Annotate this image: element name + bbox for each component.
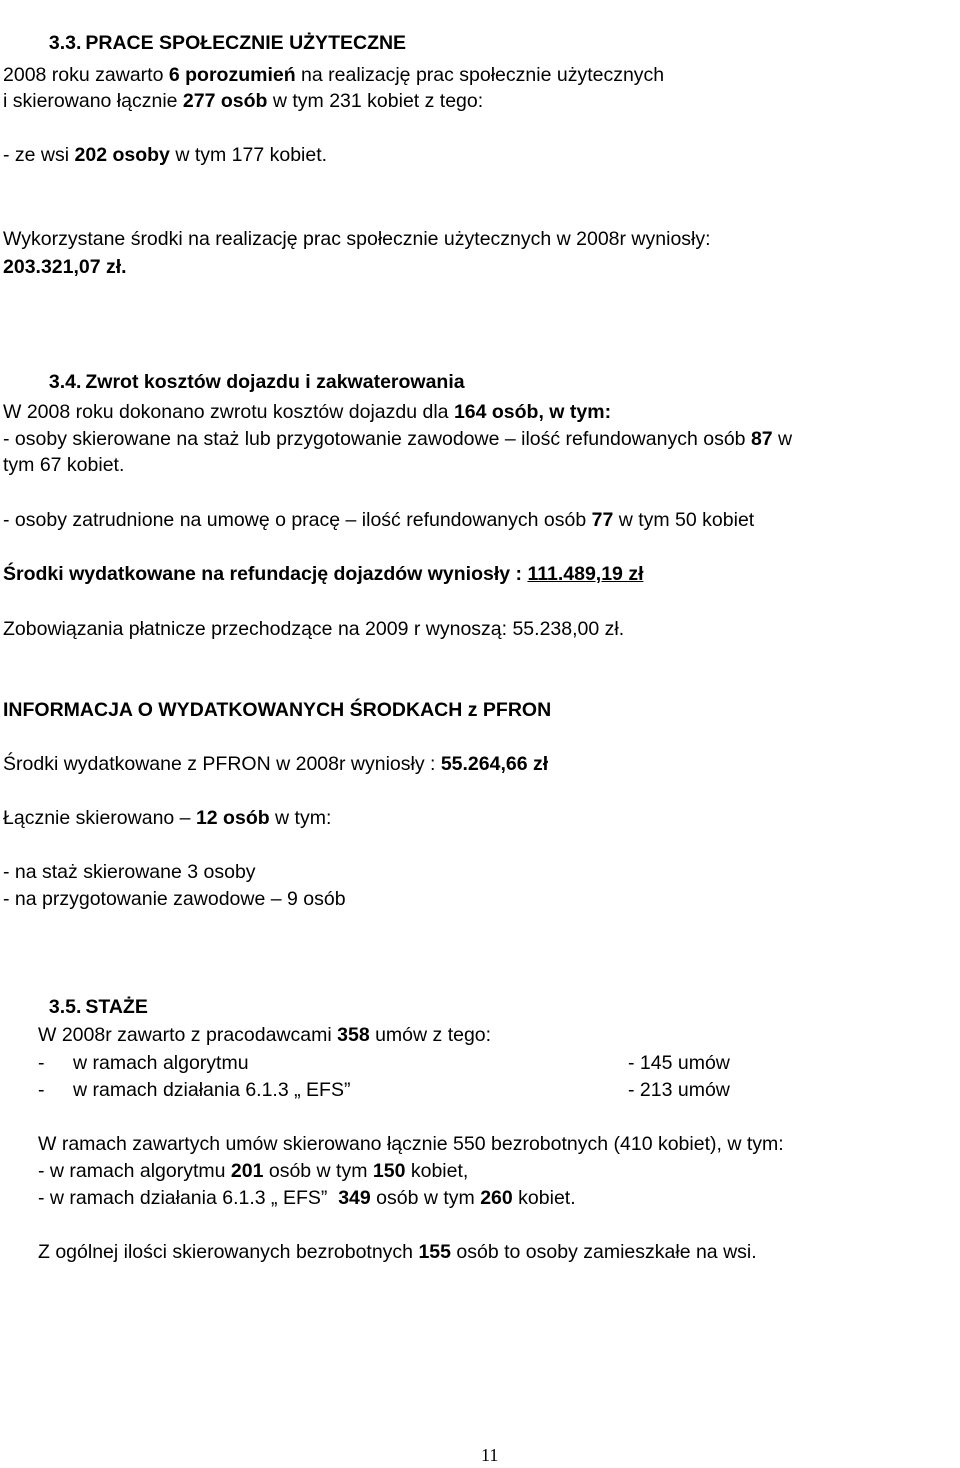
paragraph-line: - na staż skierowane 3 osoby (3, 861, 256, 883)
list-item-value: - 213 umów (628, 1079, 730, 1101)
paragraph-line: i skierowano łącznie 277 osób w tym 231 kobiet z tego: (3, 90, 484, 112)
section-number: 3.4. (48, 371, 82, 393)
section-3-5-heading (38, 968, 148, 1020)
paragraph-line: - osoby skierowane na staż lub przygotowanie zawodowe – ilość refundowanych osób 87 w (3, 428, 793, 450)
paragraph-line: Środki wydatkowane na refundację dojazdów wyniosły : 111.489,19 zł (3, 563, 644, 585)
paragraph-line: 2008 roku zawarto 6 porozumień na realizację prac społecznie użytecznych (3, 64, 665, 86)
paragraph-line: - ze wsi 202 osoby w tym 177 kobiet. (3, 144, 328, 166)
paragraph-line: - na przygotowanie zawodowe – 9 osób (3, 888, 346, 910)
section-title: PRACE SPOŁECZNIE UŻYTECZNE (85, 32, 407, 54)
paragraph-line: Wykorzystane środki na realizację prac społecznie użytecznych w 2008r wyniosły: (3, 228, 711, 250)
section-3-3-heading (38, 4, 406, 56)
amount-value: 111.489,19 zł (527, 563, 644, 585)
paragraph-line: tym 67 kobiet. (3, 454, 125, 476)
paragraph-line: - w ramach algorytmu 201 osób w tym 150 kobiet, (38, 1160, 469, 1182)
section-3-4-heading (38, 343, 465, 395)
paragraph-line: W 2008 roku dokonano zwrotu kosztów dojazdu dla 164 osób, w tym: (3, 401, 612, 423)
list-item-dash: - (38, 1079, 45, 1101)
page-number: 11 (481, 1445, 499, 1465)
paragraph-line: Łącznie skierowano – 12 osób w tym: (3, 807, 332, 829)
list-item-dash: - (38, 1052, 45, 1074)
paragraph-line: Zobowiązania płatnicze przechodzące na 2009 r wynoszą: 55.238,00 zł. (3, 618, 625, 640)
section-number: 3.3. (48, 32, 82, 54)
list-item-value: - 145 umów (628, 1052, 730, 1074)
section-title: STAŻE (85, 996, 148, 1018)
paragraph-line: W 2008r zawarto z pracodawcami 358 umów z tego: (38, 1024, 492, 1046)
paragraph-line: Z ogólnej ilości skierowanych bezrobotnych 155 osób to osoby zamieszkałe na wsi. (38, 1241, 757, 1263)
section-title: Zwrot kosztów dojazdu i zakwaterowania (85, 371, 465, 393)
pfron-heading: INFORMACJA O WYDATKOWANYCH ŚRODKACH z PFRON (3, 699, 552, 721)
paragraph-line: - w ramach działania 6.1.3 „ EFS” 349 osób w tym 260 kobiet. (38, 1187, 576, 1209)
list-item-label: w ramach działania 6.1.3 „ EFS” (73, 1079, 351, 1101)
paragraph-line: W ramach zawartych umów skierowano łącznie 550 bezrobotnych (410 kobiet), w tym: (38, 1133, 784, 1155)
paragraph-line: Środki wydatkowane z PFRON w 2008r wyniosły : 55.264,66 zł (3, 753, 549, 775)
amount-value: 203.321,07 zł. (3, 256, 127, 278)
section-number: 3.5. (48, 996, 82, 1018)
paragraph-line: - osoby zatrudnione na umowę o pracę – ilość refundowanych osób 77 w tym 50 kobiet (3, 509, 755, 531)
list-item-label: w ramach algorytmu (73, 1052, 249, 1074)
